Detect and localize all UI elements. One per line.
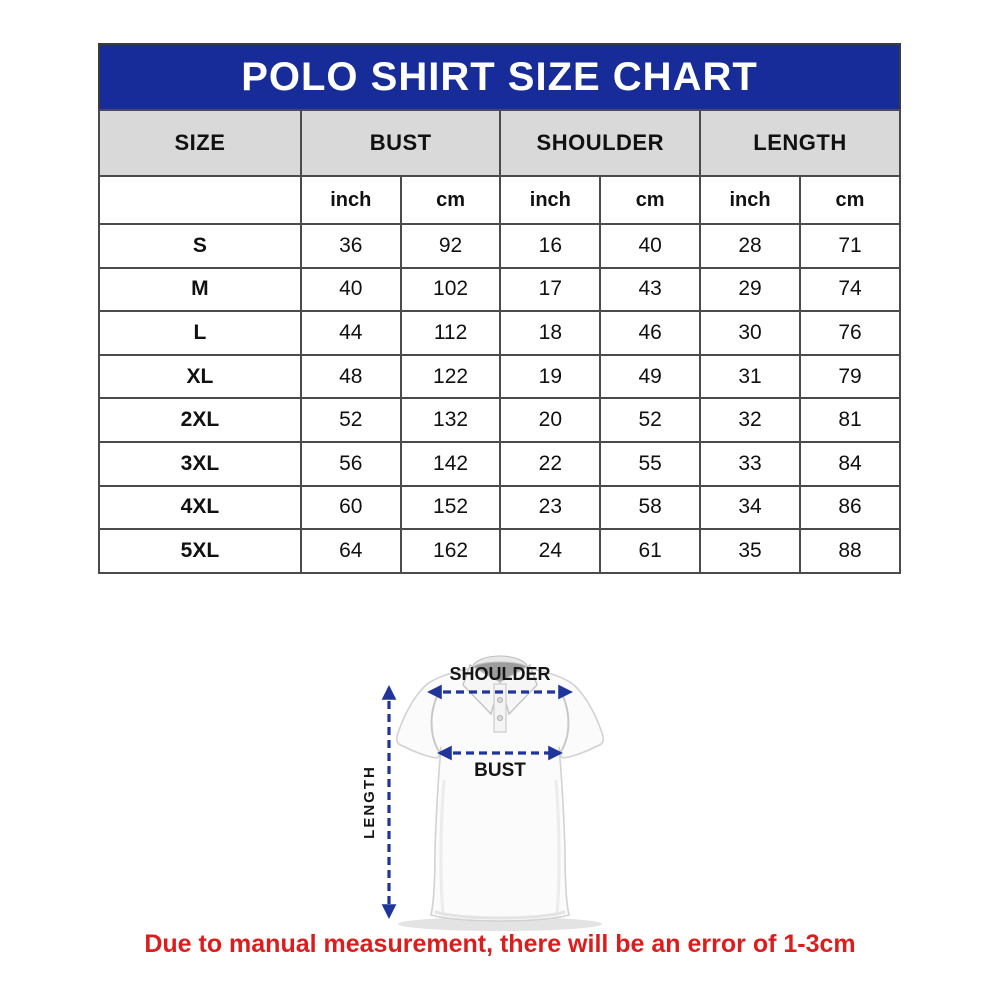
size-label: M (99, 268, 301, 312)
measurement-value: 32 (700, 398, 800, 442)
measurement-value: 84 (800, 442, 900, 486)
size-label: 4XL (99, 486, 301, 530)
measurement-value: 44 (301, 311, 401, 355)
measurement-value: 30 (700, 311, 800, 355)
measurement-value: 132 (401, 398, 501, 442)
measurement-value: 35 (700, 529, 800, 573)
shoulder-label: SHOULDER (449, 664, 551, 684)
unit-header: cm (600, 176, 700, 224)
measurement-value: 40 (600, 224, 700, 268)
placket-button (497, 715, 502, 720)
polo-shirt-diagram (340, 630, 660, 950)
measurement-value: 88 (800, 529, 900, 573)
unit-header-blank (99, 176, 301, 224)
size-row (99, 224, 900, 268)
measurement-value: 122 (401, 355, 501, 399)
size-row (99, 268, 900, 312)
size-row (99, 355, 900, 399)
measurement-value: 16 (500, 224, 600, 268)
measurement-value: 61 (600, 529, 700, 573)
size-label: L (99, 311, 301, 355)
measurement-value: 162 (401, 529, 501, 573)
measurement-value: 34 (700, 486, 800, 530)
unit-header: cm (800, 176, 900, 224)
measurement-value: 28 (700, 224, 800, 268)
measurement-value: 43 (600, 268, 700, 312)
measurement-value: 18 (500, 311, 600, 355)
measurement-value: 64 (301, 529, 401, 573)
measurement-value: 22 (500, 442, 600, 486)
measurement-value: 102 (401, 268, 501, 312)
unit-header: inch (500, 176, 600, 224)
chart-title-banner (98, 43, 901, 109)
measurement-value: 60 (301, 486, 401, 530)
unit-header: cm (401, 176, 501, 224)
measurement-value: 79 (800, 355, 900, 399)
column-header-row (99, 110, 900, 176)
measurement-value: 49 (600, 355, 700, 399)
column-header-size: SIZE (99, 110, 301, 176)
unit-header-row (99, 176, 900, 224)
measurement-value: 56 (301, 442, 401, 486)
measurement-value: 142 (401, 442, 501, 486)
size-label: 2XL (99, 398, 301, 442)
size-label: 3XL (99, 442, 301, 486)
measurement-value: 52 (600, 398, 700, 442)
size-row (99, 311, 900, 355)
measurement-value: 29 (700, 268, 800, 312)
measurement-value: 36 (301, 224, 401, 268)
measurement-value: 74 (800, 268, 900, 312)
measurement-value: 46 (600, 311, 700, 355)
measurement-value: 152 (401, 486, 501, 530)
placket-button (497, 697, 502, 702)
length-label: LENGTH (361, 765, 378, 839)
size-label: XL (99, 355, 301, 399)
chart-title: POLO SHIRT SIZE CHART (241, 54, 758, 99)
measurement-value: 86 (800, 486, 900, 530)
size-row (99, 529, 900, 573)
size-label: 5XL (99, 529, 301, 573)
measurement-value: 33 (700, 442, 800, 486)
size-table (98, 109, 901, 574)
measurement-value: 48 (301, 355, 401, 399)
measurement-value: 40 (301, 268, 401, 312)
measurement-value: 55 (600, 442, 700, 486)
measurement-value: 52 (301, 398, 401, 442)
measurement-value: 112 (401, 311, 501, 355)
column-header-bust: BUST (301, 110, 501, 176)
size-row (99, 398, 900, 442)
column-header-shoulder: SHOULDER (500, 110, 700, 176)
measurement-value: 20 (500, 398, 600, 442)
polo-shirt-illustration (397, 656, 604, 921)
size-chart-sheet (98, 43, 901, 574)
unit-header: inch (700, 176, 800, 224)
size-label: S (99, 224, 301, 268)
measurement-value: 31 (700, 355, 800, 399)
measurement-value: 71 (800, 224, 900, 268)
measurement-value: 92 (401, 224, 501, 268)
measurement-value: 19 (500, 355, 600, 399)
unit-header: inch (301, 176, 401, 224)
size-row (99, 486, 900, 530)
measurement-note: Due to manual measurement, there will be an error of 1-3cm (144, 930, 856, 958)
measurement-value: 58 (600, 486, 700, 530)
size-row (99, 442, 900, 486)
measurement-value: 23 (500, 486, 600, 530)
column-header-length: LENGTH (700, 110, 900, 176)
measurement-value: 24 (500, 529, 600, 573)
measurement-value: 17 (500, 268, 600, 312)
measurement-value: 81 (800, 398, 900, 442)
bust-label: BUST (474, 760, 526, 781)
measurement-value: 76 (800, 311, 900, 355)
